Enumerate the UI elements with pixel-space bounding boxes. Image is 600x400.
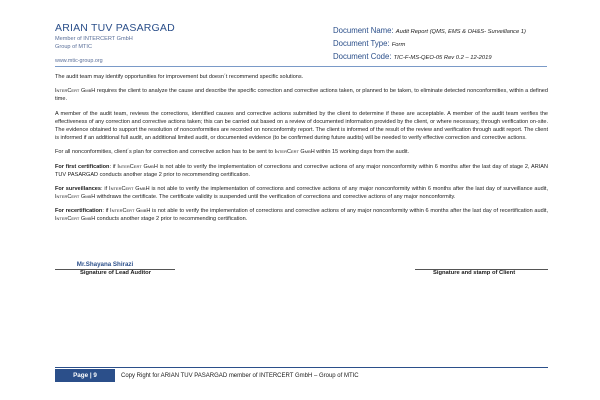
document-type-value: Form — [391, 42, 406, 48]
footer-divider — [55, 367, 548, 368]
paragraph-client-analysis — [55, 87, 548, 103]
lead-auditor-name: Mr.Shayana Shirazi — [76, 261, 134, 268]
paragraph-text: is not able to verify the implementation of corrections and corrective actions of any major nonconformity within 6 months after the last day of stage 2, ARIAN TUV PASARGAD conducts another stage 2 prior to recommending certification. — [55, 163, 548, 178]
paragraph-first-certification — [55, 163, 548, 179]
paragraph-heading: For recertification — [55, 208, 103, 215]
paragraph-text: : if — [102, 208, 111, 215]
paragraph-surveillances — [55, 185, 548, 201]
paragraph-text: For all nonconformities, client´s plan for correction and corrective action has to be sent to — [55, 149, 275, 156]
company-ref: InterCert GmbH — [55, 216, 96, 223]
document-code-label: Document Code: — [333, 52, 392, 61]
paragraph-text: withdraws the certificate. The certificate validity is suspended until the verification of corrections and corrective actions of any major nonconformity. — [95, 194, 456, 200]
company-affiliation — [55, 36, 133, 51]
header-divider — [55, 66, 547, 67]
document-code-row — [333, 51, 526, 64]
company-ref: InterCert GmbH — [55, 194, 96, 200]
company-name: ARIAN TUV PASARGAD — [55, 22, 175, 34]
document-type-row — [333, 38, 526, 51]
document-type-label: Document Type: — [333, 39, 390, 48]
client-signature-label: Signature and stamp of Client — [433, 270, 516, 276]
website-link[interactable]: www.mtic-group.org — [55, 58, 103, 64]
company-ref: InterCert GmbH — [55, 88, 96, 95]
paragraph-heading: For first certification — [55, 163, 110, 170]
lead-auditor-signature-label: Signature of Lead Auditor — [80, 270, 151, 276]
document-code-value: TIC-F-MS-QEO-05 Rev 0.2 – 12-2019 — [393, 55, 492, 61]
company-ref: InterCert GmbH — [274, 149, 315, 156]
paragraph-text: is not able to verify the implementation of corrections and corrective actions of any major nonconformity within 6 months after the last day of recertification audit, — [150, 208, 548, 215]
paragraph-improvement: The audit team may identify opportunities for improvement but doesn´t recommend specific solutions. — [55, 74, 304, 80]
page-number-badge: Page | 9 — [55, 369, 115, 382]
paragraph-recertification — [55, 207, 548, 223]
company-ref: InterCert GmbH — [109, 185, 150, 192]
footer-copyright: Copy Right for ARIAN TUV PASARGAD member of INTERCERT GmbH – Group of MTIC — [121, 373, 359, 379]
company-group-line: Group of MTIC — [55, 43, 92, 50]
paragraph-text: within 15 working days from the audit. — [314, 149, 410, 156]
company-member-line: Member of INTERCERT GmbH — [55, 36, 133, 42]
paragraph-plan-deadline — [55, 148, 548, 156]
report-body — [55, 73, 548, 230]
document-name-value: Audit Report (QMS, EMS & OH&S- Surveillance 1) — [395, 29, 526, 35]
document-meta — [333, 25, 526, 64]
paragraph-review: A member of the audit team, reviews the corrections, identified causes and corrective actions submitted by the client to determine if these are acceptable. A member of the audit team verifies the effectiveness of any correction and corrective actions taken; this can be carried out based on a review of documented information provided by the client, or where necessary, through verification on-site. The evidence obtained to support the resolution of nonconformities are recorded on nonconformity report. The client is informed of the result of the review and verification through audit report. The client is informed if an additional full audit, an additional limited audit, or documented evidence (to be confirmed during future audits) will be needed to verify effective correction and corrective actions. — [55, 110, 548, 141]
paragraph-heading: For surveillances — [55, 185, 101, 192]
auditor-signature-block — [55, 261, 175, 268]
page-header — [0, 0, 600, 72]
document-name-row — [333, 25, 526, 38]
company-ref: InterCert GmbH — [117, 163, 158, 170]
document-name-label: Document Name: — [333, 26, 394, 35]
paragraph-text: conducts another stage 2 prior to recommending certification. — [95, 216, 248, 223]
paragraph-text: : if — [100, 185, 110, 192]
paragraph-text: is not able to verify the implementation of corrections and corrective actions of any major nonconformity within 6 months after the last day of surveillance audit, — [149, 185, 548, 192]
paragraph-text: : if — [109, 163, 118, 170]
company-ref: InterCert GmbH — [110, 208, 151, 215]
paragraph-text: requires the client to analyze the cause and describe the specific correction and corrective actions taken, or planned to be taken, to eliminate detected nonconformities, within a defined time. — [55, 88, 548, 103]
